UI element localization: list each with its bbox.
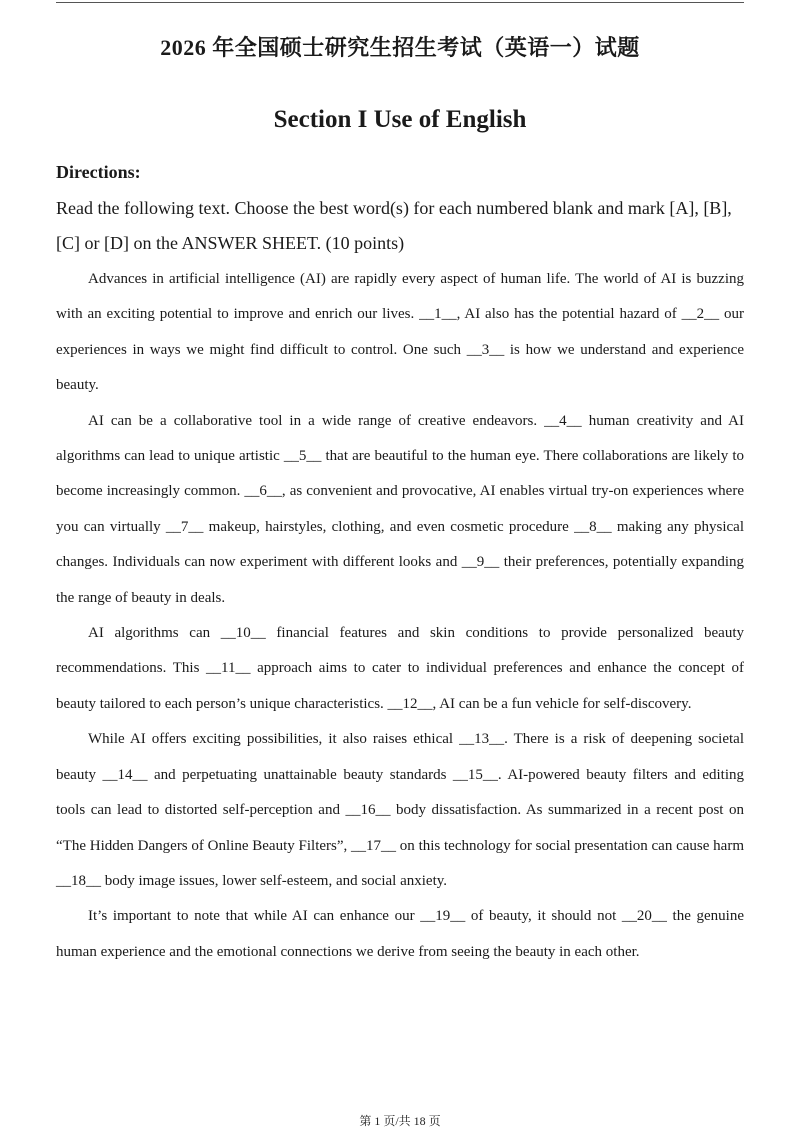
passage-paragraph: Advances in artificial intelligence (AI) are rapidly every aspect of human life. The world of AI is buzzing with an exciting potential to improve and enrich our lives. __1__, AI also has the potential hazard of __2__ our experiences in ways we might find difficult to control. One such __3__ is how we understand and experience beauty. [56,271,744,394]
passage-paragraph: AI algorithms can __10__ financial features and skin conditions to provide personalized beauty recommendations. This __11__ approach aims to cater to individual preferences and enhance the concept of beauty tailored to each person’s unique characteristics. __12__, AI can be a fun vehicle for self-discovery. [56,625,744,712]
directions-text: Read the following text. Choose the best word(s) for each numbered blank and mark [A], [B], [C] or [D] on the ANSWER SHEET. (10 points) [56,198,732,253]
passage-paragraph: It’s important to note that while AI can enhance our __19__ of beauty, it should not __20__ the genuine human experience and the emotional connections we derive from seeing the beauty in each other. [56,908,744,960]
passage [56,262,744,970]
passage-paragraph: AI can be a collaborative tool in a wide range of creative endeavors. __4__ human creativity and AI algorithms can lead to unique artistic __5__ that are beautiful to the human eye. There collaborations are likely to become increasingly common. __6__, as convenient and provocative, AI enables virtual try-on experiences where you can virtually __7__ makeup, hairstyles, clothing, and even cosmetic procedure __8__ making any physical changes. Individuals can now experiment with different looks and __9__ their preferences, potentially expanding the range of beauty in deals. [56,412,744,606]
exam-title: 2026 年全国硕士研究生招生考试（英语一）试题 [160,35,640,60]
page-number: 第 1 页/共 18 页 [359,1114,441,1128]
passage-paragraph: While AI offers exciting possibilities, it also raises ethical __13__. There is a risk of deepening societal beauty __14__ and perpetuating unattainable beauty standards __15__. AI-powered beauty filters and editing tools can lead to distorted self-perception and __16__ body dissatisfaction. As summarized in a recent post on “The Hidden Dangers of Online Beauty Filters”, __17__ on this technology for social presentation can cause harm __18__ body image issues, lower self-esteem, and social anxiety. [56,731,744,889]
directions-heading: Directions: [56,162,141,182]
section-title: Section I Use of English [273,106,527,133]
top-rule [56,2,744,3]
